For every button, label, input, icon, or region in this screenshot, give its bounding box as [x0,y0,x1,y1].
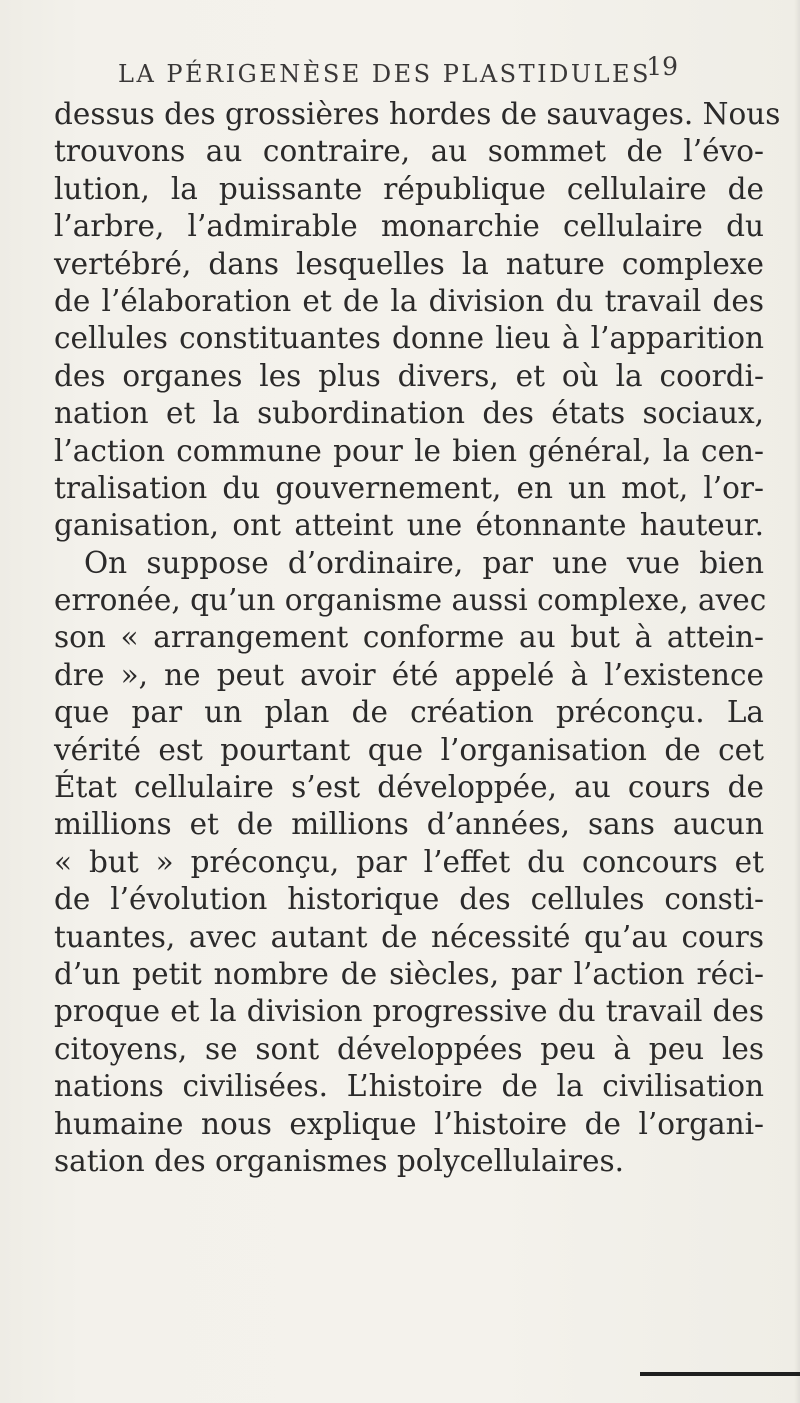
text-line: des organes les plus divers, et où la coordi- [54,358,764,393]
text-line: millions et de millions d’années, sans aucun [54,807,764,842]
text-line: erronée, qu’un organisme aussi complexe, avec [54,583,767,618]
text-line: son « arrangement conforme au but à attein- [54,620,764,655]
text-line: nations civilisées. L’histoire de la civilisation [54,1069,764,1104]
text-line: de l’évolution historique des cellules consti- [54,882,764,917]
text-line: l’arbre, l’admirable monarchie cellulaire du [54,209,764,244]
text-line: vertébré, dans lesquelles la nature complexe [54,246,764,281]
text-line: dessus des grossières hordes de sauvages. Nous [54,97,781,131]
page-header [118,52,678,92]
text-line: vérité est pourtant que l’organisation de cet [54,732,764,767]
text-line: dre », ne peut avoir été appelé à l’existence [54,657,764,692]
text-line: tuantes, avec autant de nécessité qu’au cours [54,919,764,954]
page-edge-shadow [794,0,800,1403]
text-line: que par un plan de création préconçu. La [54,695,764,730]
text-line: trouvons au contraire, au sommet de l’évo- [54,134,764,169]
text-line: d’un petit nombre de siècles, par l’action réci- [54,956,764,991]
bottom-edge-rule [640,1372,800,1376]
text-line: tralisation du gouvernement, en un mot, l’or- [54,470,764,505]
text-line: citoyens, se sont développées peu à peu les [54,1031,764,1066]
text-line: « but » préconçu, par l’effet du concours et [54,844,764,879]
text-line: de l’élaboration et de la division du travail des [54,283,764,318]
text-line: humaine nous explique l’histoire de l’organi- [54,1106,764,1141]
text-line: cellules constituantes donne lieu à l’apparition [54,321,764,356]
running-title: LA PÉRIGENÈSE DES PLASTIDULES [118,60,651,88]
text-line: l’action commune pour le bien général, la cen- [54,433,764,468]
paragraph-start-line: On suppose d’ordinaire, par une vue bien [84,545,764,580]
page-number: 19 [646,52,678,81]
text-line-last: sation des organismes polycellulaires. [54,1143,624,1178]
body-text [54,96,781,1180]
text-line: ganisation, ont atteint une étonnante hauteur. [54,508,764,543]
text-line: proque et la division progressive du travail des [54,994,764,1029]
text-line: lution, la puissante république cellulaire de [54,171,764,206]
text-line: État cellulaire s’est développée, au cours de [54,770,764,805]
text-line: nation et la subordination des états sociaux, [54,396,764,431]
